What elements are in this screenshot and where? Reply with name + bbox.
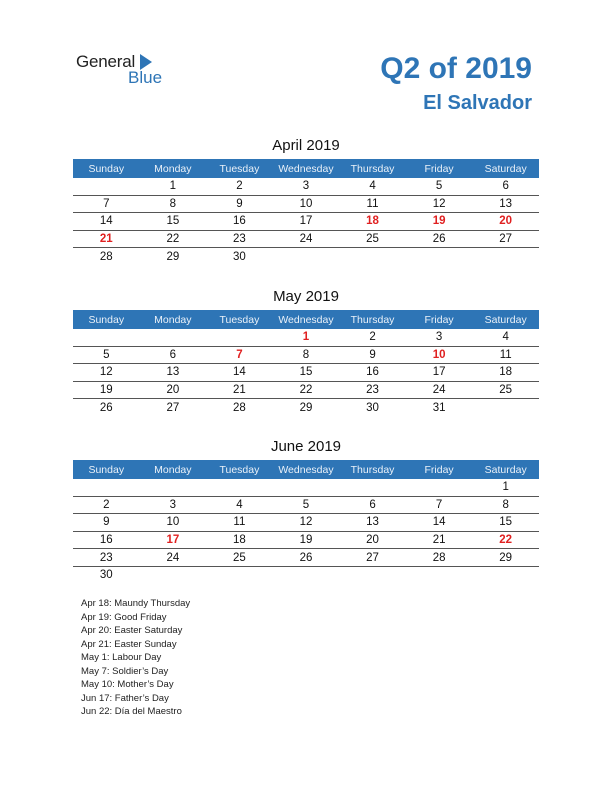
holiday-note: May 1: Labour Day: [81, 652, 162, 663]
month-title: April 2019: [272, 137, 340, 154]
weekday-header: Sunday: [73, 460, 140, 479]
holiday-note: Apr 20: Easter Saturday: [81, 625, 183, 636]
day-cell: 30: [366, 401, 379, 414]
day-cell: [472, 399, 539, 416]
day-cell: 7: [406, 496, 473, 514]
day-cell: 6: [472, 178, 539, 195]
day-cell: 15: [273, 364, 340, 382]
day-cell: 19: [73, 381, 140, 399]
day-cell: 13: [140, 364, 207, 382]
day-cell: [339, 479, 406, 496]
day-cell: 5: [406, 178, 473, 195]
day-cell: 15: [472, 514, 539, 532]
week-row: [73, 381, 539, 399]
month-calendar: [73, 137, 539, 265]
day-cell: 12: [273, 514, 340, 532]
day-cell: 18: [472, 364, 539, 382]
day-cell: 24: [406, 381, 473, 399]
day-cell: 22: [140, 230, 207, 248]
day-cell: 14: [206, 364, 273, 382]
day-cell: 2: [206, 178, 273, 195]
day-cell: 7: [73, 195, 140, 213]
day-cell: 2: [339, 329, 406, 346]
week-row: [73, 549, 539, 567]
weekday-header: Wednesday: [273, 159, 340, 178]
day-cell: 13: [339, 514, 406, 532]
country-name: El Salvador: [423, 92, 532, 114]
day-cell: 31: [432, 401, 446, 414]
holiday-note: Jun 17: Father’s Day: [81, 692, 169, 704]
day-cell: [206, 479, 273, 496]
day-cell: [406, 248, 473, 265]
day-cell: [406, 566, 473, 583]
week-row: [73, 531, 539, 549]
week-row: [73, 479, 539, 496]
day-cell: 8: [273, 346, 340, 364]
week-row: [73, 178, 539, 195]
day-cell: 22: [472, 531, 539, 549]
weekday-header: Sunday: [73, 159, 140, 178]
day-cell: 24: [273, 230, 340, 248]
day-cell: 13: [472, 195, 539, 213]
week-row: [73, 329, 539, 346]
logo: [76, 52, 176, 88]
day-cell: 30: [233, 250, 246, 263]
weekday-header: Monday: [140, 159, 207, 178]
day-cell: [140, 566, 207, 583]
day-cell: 20: [339, 531, 406, 549]
day-cell: 16: [206, 213, 273, 231]
day-cell: 21: [73, 230, 140, 248]
month-table: [73, 310, 539, 416]
day-cell: 29: [472, 549, 539, 567]
day-cell: 4: [206, 496, 273, 514]
day-cell: [406, 479, 473, 496]
week-row: [73, 399, 539, 416]
weekday-header: Thursday: [339, 159, 406, 178]
week-row: [73, 248, 539, 265]
day-cell: [73, 329, 140, 346]
day-cell: 2: [73, 496, 140, 514]
month-table: [73, 159, 539, 265]
weekday-header: Saturday: [472, 460, 539, 479]
day-cell: 7: [206, 346, 273, 364]
weekday-header: Friday: [406, 159, 473, 178]
day-cell: [206, 566, 273, 583]
day-cell: 21: [406, 531, 473, 549]
weekday-header: Sunday: [73, 310, 140, 329]
week-row: [73, 230, 539, 248]
weekday-header: Tuesday: [206, 460, 273, 479]
day-cell: [472, 248, 539, 265]
day-cell: [339, 248, 406, 265]
holiday-note: May 7: Soldier’s Day: [81, 665, 169, 677]
day-cell: 11: [472, 346, 539, 364]
holiday-note: May 10: Mother’s Day: [81, 679, 174, 690]
week-row: [73, 213, 539, 231]
day-cell: 27: [166, 401, 180, 414]
week-row: [73, 514, 539, 532]
day-cell: 8: [140, 195, 207, 213]
day-cell: 28: [406, 549, 473, 567]
day-cell: 3: [273, 178, 340, 195]
weekday-header: Tuesday: [206, 310, 273, 329]
day-cell: 17: [273, 213, 340, 231]
page-title: Q2 of 2019: [380, 52, 532, 85]
day-cell: 23: [73, 549, 140, 567]
day-cell: 5: [73, 346, 140, 364]
day-cell: 11: [206, 514, 273, 532]
weekday-header: Friday: [406, 460, 473, 479]
day-cell: 17: [140, 531, 207, 549]
month-calendar: [73, 288, 539, 416]
day-cell: [140, 329, 207, 346]
day-cell: [273, 479, 340, 496]
day-cell: 3: [140, 496, 207, 514]
day-cell: 16: [73, 531, 140, 549]
day-cell: 26: [99, 401, 113, 414]
day-cell: 12: [73, 364, 140, 382]
weekday-header: Thursday: [339, 460, 406, 479]
week-row: [73, 566, 539, 583]
day-cell: 9: [206, 195, 273, 213]
day-cell: 10: [273, 195, 340, 213]
weekday-header: Saturday: [472, 310, 539, 329]
month-title: June 2019: [270, 438, 342, 455]
weekday-header: Wednesday: [273, 310, 340, 329]
day-cell: 26: [273, 549, 340, 567]
day-cell: [206, 329, 273, 346]
day-cell: 19: [273, 531, 340, 549]
month-table: [73, 460, 539, 584]
day-cell: 23: [339, 381, 406, 399]
week-row: [73, 195, 539, 213]
week-row: [73, 364, 539, 382]
day-cell: 6: [339, 496, 406, 514]
day-cell: 30: [99, 569, 113, 582]
weekday-header: Thursday: [339, 310, 406, 329]
logo-general-text: General: [76, 52, 136, 71]
weekday-header: Tuesday: [206, 159, 273, 178]
day-cell: 25: [472, 381, 539, 399]
holiday-note: Jun 22: Día del Maestro: [81, 706, 182, 717]
day-cell: 10: [140, 514, 207, 532]
weekday-header: Monday: [140, 310, 207, 329]
month-calendar: [73, 438, 539, 584]
day-cell: 5: [273, 496, 340, 514]
month-title: May 2019: [273, 288, 339, 305]
day-cell: 18: [206, 531, 273, 549]
day-cell: 9: [339, 346, 406, 364]
day-cell: [73, 178, 140, 195]
day-cell: 1: [472, 479, 539, 496]
holiday-list: [81, 597, 190, 719]
week-row: [73, 496, 539, 514]
day-cell: 26: [406, 230, 473, 248]
weekday-header: Wednesday: [273, 460, 340, 479]
day-cell: [273, 566, 340, 583]
holiday-note: Apr 18: Maundy Thursday: [81, 598, 191, 609]
day-cell: 11: [339, 195, 406, 213]
day-cell: 27: [472, 230, 539, 248]
day-cell: 25: [339, 230, 406, 248]
day-cell: 28: [233, 401, 246, 414]
day-cell: 10: [406, 346, 473, 364]
weekday-header: Monday: [140, 460, 207, 479]
day-cell: 25: [206, 549, 273, 567]
week-row: [73, 346, 539, 364]
day-cell: 15: [140, 213, 207, 231]
day-cell: 24: [140, 549, 207, 567]
day-cell: 8: [472, 496, 539, 514]
day-cell: 20: [140, 381, 207, 399]
day-cell: 18: [339, 213, 406, 231]
day-cell: 29: [299, 401, 313, 414]
day-cell: [73, 479, 140, 496]
day-cell: 3: [406, 329, 473, 346]
day-cell: 27: [339, 549, 406, 567]
day-cell: 4: [472, 329, 539, 346]
day-cell: 17: [406, 364, 473, 382]
day-cell: 16: [339, 364, 406, 382]
day-cell: [472, 566, 539, 583]
weekday-header: Saturday: [472, 159, 539, 178]
holiday-note: Apr 19: Good Friday: [81, 611, 167, 623]
day-cell: 20: [472, 213, 539, 231]
day-cell: 1: [273, 329, 340, 346]
logo-blue-text: Blue: [128, 68, 163, 87]
day-cell: 4: [339, 178, 406, 195]
day-cell: [339, 566, 406, 583]
day-cell: [273, 248, 340, 265]
day-cell: 12: [406, 195, 473, 213]
day-cell: 21: [206, 381, 273, 399]
day-cell: 14: [406, 514, 473, 532]
day-cell: 14: [73, 213, 140, 231]
day-cell: 28: [99, 250, 113, 263]
day-cell: 6: [140, 346, 207, 364]
day-cell: 29: [166, 250, 180, 263]
day-cell: 19: [406, 213, 473, 231]
day-cell: 9: [73, 514, 140, 532]
holiday-note: Apr 21: Easter Sunday: [81, 638, 177, 650]
day-cell: 23: [206, 230, 273, 248]
weekday-header: Friday: [406, 310, 473, 329]
day-cell: 1: [140, 178, 207, 195]
day-cell: 22: [273, 381, 340, 399]
day-cell: [140, 479, 207, 496]
